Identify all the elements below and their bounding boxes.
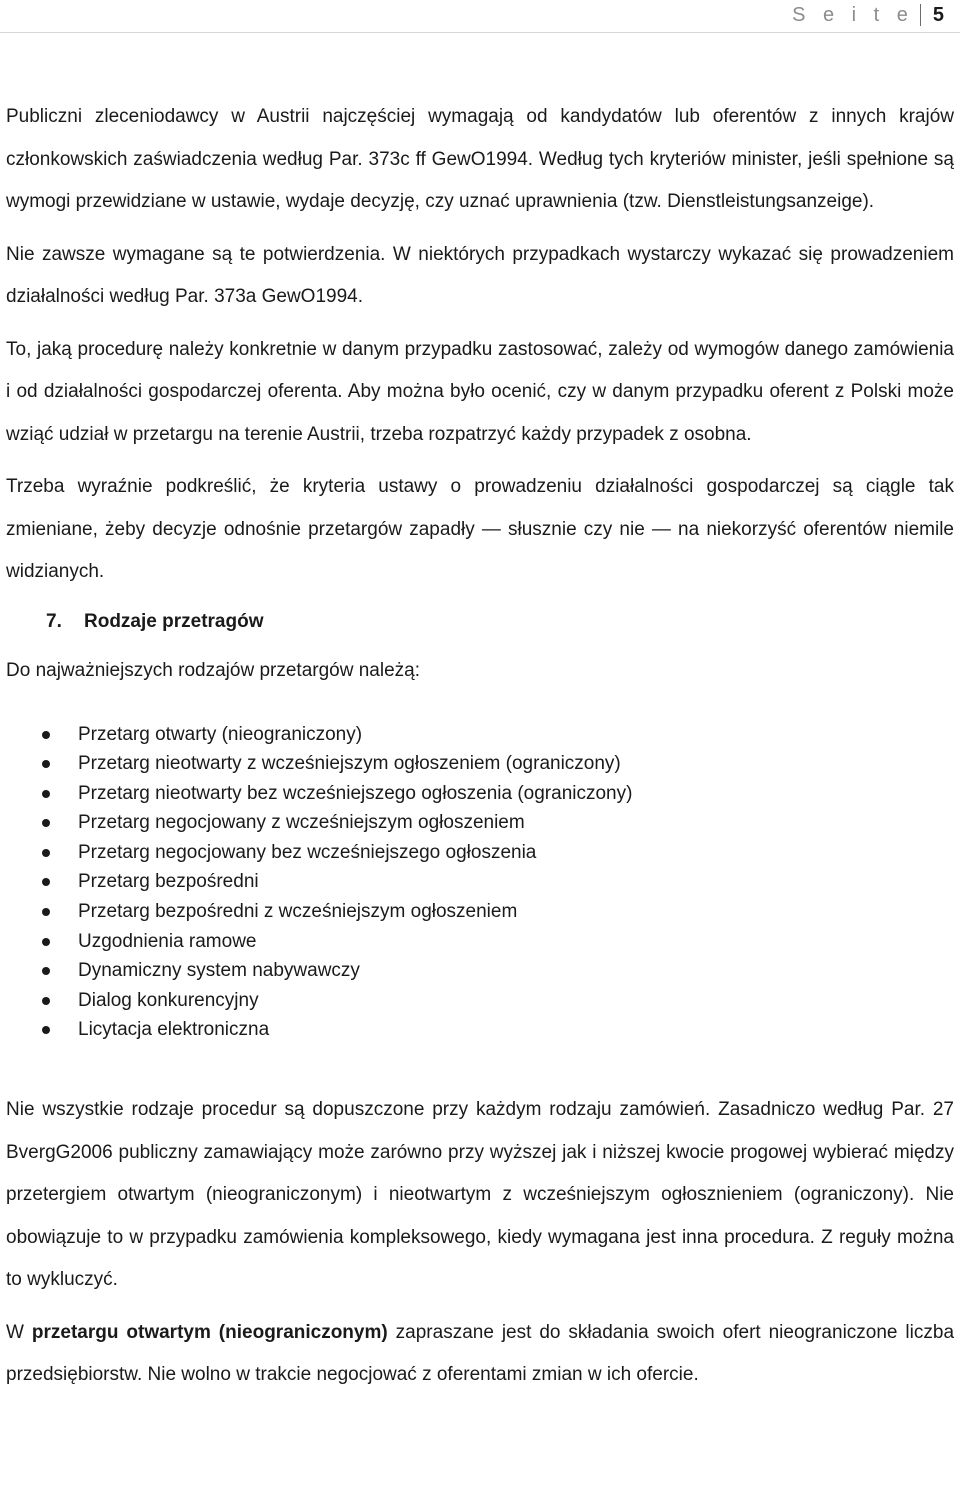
page-label: S e i t e — [792, 3, 914, 26]
bullet-icon — [42, 1026, 50, 1034]
paragraph-confirmations: Nie zawsze wymagane są te potwierdzenia. W niektórych przypadkach wystarczy wykazać się prowadzeniem działalności według Par. 373a GewO1994. — [6, 243, 954, 307]
section-title: Rodzaje przetragów — [84, 610, 264, 632]
paragraph-open-tender — [6, 1312, 954, 1397]
list-item — [6, 838, 954, 868]
paragraph-criteria: Trzeba wyraźnie podkreślić, że kryteria ustawy o prowadzeniu działalności gospodarczej są ciągle tak zmieniane, żeby decyzje odnośnie przetargów zapadły — słusznie czy nie — na niekorzyść oferentów niemile widzianych. — [6, 476, 954, 582]
list-item — [6, 808, 954, 838]
list-item-label: Przetarg nieotwarty z wcześniejszym ogłoszeniem (ograniczony) — [78, 753, 621, 775]
bullet-icon — [42, 849, 50, 857]
section-heading — [46, 604, 954, 640]
list-item-label: Licytacja elektroniczna — [78, 1019, 270, 1041]
bullet-icon — [42, 908, 50, 916]
list-item-label: Przetarg otwarty (nieograniczony) — [78, 723, 363, 745]
bullet-icon — [42, 967, 50, 975]
tender-types-list — [6, 720, 954, 1046]
page-number: 5 — [932, 3, 944, 26]
paragraph-procedure: To, jaką procedurę należy konkretnie w danym przypadku zastosować, zależy od wymogów danego zamówienia i od działalności gospodarczej oferenta. Aby można było ocenić, czy w danym przypadku oferent z Polski może wziąć udział w przetargu na terenie Austrii, trzeba rozpatrzyć każdy przypadek z osobna. — [6, 338, 954, 445]
page-header — [792, 0, 944, 30]
list-item — [6, 927, 954, 957]
list-intro: Do najważniejszych rodzajów przetargów należą: — [6, 659, 420, 681]
list-item — [6, 720, 954, 750]
list-item-label: Uzgodnienia ramowe — [78, 930, 257, 952]
list-item — [6, 779, 954, 809]
header-divider — [920, 4, 921, 26]
list-item-label: Przetarg negocjowany z wcześniejszym ogłoszeniem — [78, 812, 525, 834]
list-item — [6, 867, 954, 897]
section-number: 7. — [46, 610, 62, 632]
list-item-label: Przetarg nieotwarty bez wcześniejszego ogłoszenia (ograniczony) — [78, 782, 633, 804]
open-tender-text: zapraszane jest do składania swoich ofert nieograniczone liczba przedsiębiorstw. Nie wolno w trakcie negocjować z oferentami zmian w ich ofercie. — [6, 1321, 955, 1386]
bullet-icon — [42, 878, 50, 886]
bullet-icon — [42, 819, 50, 827]
list-item-label: Przetarg bezpośredni — [78, 871, 259, 893]
bullet-icon — [42, 760, 50, 768]
list-item-label: Przetarg negocjowany bez wcześniejszego ogłoszenia — [78, 841, 537, 863]
document-body — [6, 96, 954, 1407]
bullet-icon — [42, 790, 50, 798]
bullet-icon — [42, 938, 50, 946]
paragraph-allowed-procedures: Nie wszystkie rodzaje procedur są dopuszczone przy każdym rodzaju zamówień. Zasadniczo według Par. 27 BvergG2006 publiczny zamawiający może zarówno przy wyższej jak i niższej kwocie progowej wybierać między przetergiem otwartym (nieograniczonym) i nieotwartym z wcześniejszym ogłosznieniem (ograniczony). Nie obowiązuje to w przypadku zamówienia kompleksowego, kiedy wymagana jest inna procedura. Z reguły można to wykluczyć. — [6, 1099, 954, 1291]
bullet-icon — [42, 997, 50, 1005]
list-item-label: Przetarg bezpośredni z wcześniejszym ogłoszeniem — [78, 901, 518, 923]
list-item — [6, 986, 954, 1016]
open-tender-prefix: W — [6, 1321, 32, 1343]
list-item — [6, 956, 954, 986]
header-rule — [0, 32, 960, 33]
list-item — [6, 897, 954, 927]
list-item — [6, 1015, 954, 1045]
list-item-label: Dynamiczny system nabywawczy — [78, 960, 360, 982]
list-item — [6, 749, 954, 779]
bullet-icon — [42, 731, 50, 739]
open-tender-term: przetargu otwartym (nieograniczonym) — [31, 1321, 388, 1343]
list-item-label: Dialog konkurencyjny — [78, 989, 259, 1011]
paragraph-certificates: Publiczni zleceniodawcy w Austrii najczęściej wymagają od kandydatów lub oferentów z innych krajów członkowskich zaświadczenia według Par. 373c ff GewO1994. Według tych kryteriów minister, jeśli spełnione są wymogi przewidziane w ustawie, wydaje decyzję, czy uznać uprawnienia (tzw. Dienstleistungsanzeige). — [6, 106, 954, 212]
